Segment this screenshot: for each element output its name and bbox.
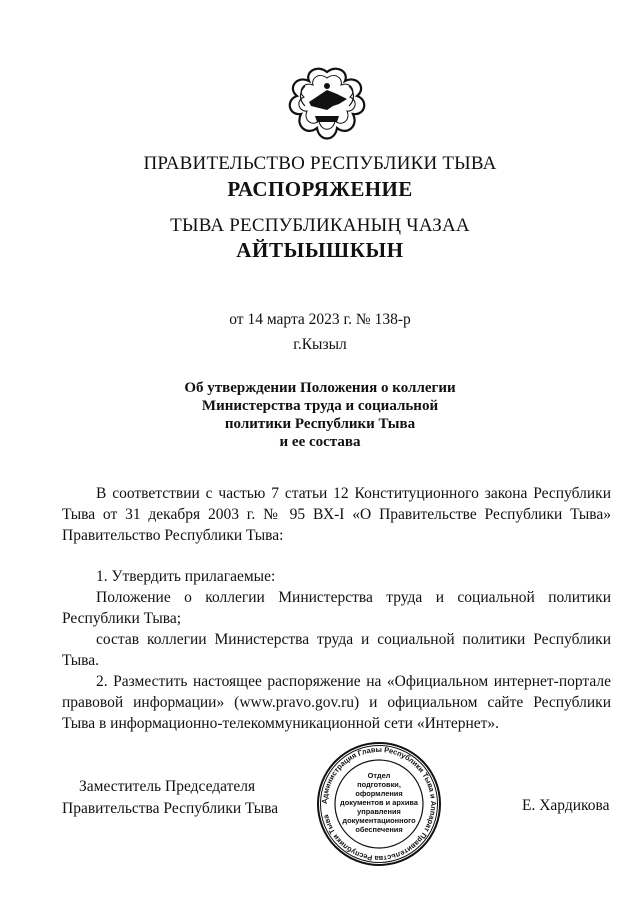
stamp-center-line: Отдел: [367, 771, 391, 780]
signatory-name: Е. Хардикова: [522, 797, 610, 814]
title-line: и ее состава: [279, 434, 361, 450]
item-1: 1. Утвердить прилагаемые:: [96, 568, 276, 585]
document-title: [0, 379, 640, 451]
intro-text: В соответствии с частью 7 статьи 12 Конституционного закона Республики Тыва от 31 декабря 2003 г. № 95 ВХ-I «О Правительстве Республики Тыва» Правительство Республики Тыва:: [62, 485, 611, 544]
stamp-center-line: подготовки,: [357, 780, 401, 789]
title-line: Министерства труда и социальной: [201, 398, 439, 414]
title-line: Об утверждении Положения о коллегии: [184, 380, 456, 396]
resolution-items: [62, 566, 611, 734]
item-1b: состав коллегии Министерства труда и социальной политики Республики Тыва.: [62, 631, 611, 669]
document-type-ru: РАСПОРЯЖЕНИЕ: [227, 177, 413, 201]
round-stamp-icon: [315, 740, 443, 868]
city: г.Кызыл: [293, 336, 347, 353]
stamp-center-line: документационного: [342, 816, 416, 825]
title-line: политики Республики Тыва: [224, 416, 416, 432]
government-name-ru: ПРАВИТЕЛЬСТВО РЕСПУБЛИКИ ТЫВА: [143, 153, 497, 174]
government-name-tyv: ТЫВА РЕСПУБЛИКАНЫҢ ЧАЗАА: [170, 215, 470, 236]
stamp-center-line: обеспечения: [355, 825, 403, 834]
position-line-1: Заместитель Председателя: [79, 778, 256, 795]
date-and-number: от 14 марта 2023 г. № 138-р: [229, 311, 411, 328]
stamp-center-line: управления: [357, 807, 401, 816]
item-2: 2. Разместить настоящее распоряжение на «Официальном интернет-портале правовой информации» (www.pravo.gov.ru) и официальном сайте Республики Тыва в информационно-телекоммуникационной сети «Интернет».: [62, 673, 611, 732]
stamp-ring-text: Администрация Главы Республики Тыва и Аппарат Правительства Республики Тыва: [319, 744, 439, 864]
position-line-2: Правительства Республики Тыва: [62, 800, 279, 817]
item-1a: Положение о коллегии Министерства труда и социальной политики Республики Тыва;: [62, 589, 611, 627]
coat-of-arms-icon: [287, 66, 367, 142]
intro-paragraph: [62, 483, 611, 546]
signatory-position: [62, 776, 278, 820]
document-type-tyv: АЙТЫЫШКЫН: [236, 238, 404, 262]
stamp-center-line: оформления: [355, 789, 403, 798]
stamp-center-line: документов и архива: [340, 798, 418, 807]
